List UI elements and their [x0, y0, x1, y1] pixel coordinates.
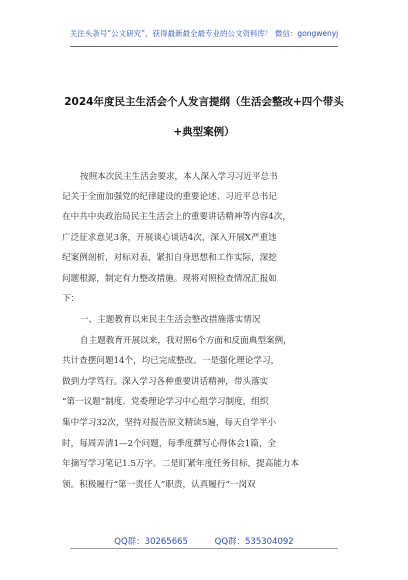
body-line: 在中共中央政治局民主生活会上的重要讲话精神等内容4次，: [62, 212, 291, 222]
body-line: 按照本次民主生活会要求，本人深入学习习近平总书: [80, 172, 278, 182]
body-line: 共计查摆问题14个，均已完成整改。一是强化理论学习，: [62, 356, 280, 366]
header-divider: [70, 46, 338, 47]
body-line: 纪案例剖析，对标对表，紧扣自身思想和工作实际，深挖: [62, 253, 277, 263]
footer-qq-group-1: QQ群：30265665: [114, 537, 188, 547]
footer-divider: [70, 548, 338, 549]
body-line: 下：: [62, 294, 80, 304]
document-title-line-2: +典型案例）: [173, 126, 235, 138]
body-line: 问题根源，制定有力整改措施。现将对照检查情况汇报如: [62, 274, 277, 284]
footer-contact: [0, 535, 408, 547]
header-note: 关注头条号“公文研究”，获得最新最全最专业的公文资料库！ 微信：gongwenyj: [69, 29, 339, 38]
body-line: 做到力学笃行。深入学习各种重要讲话精神，带头落实: [62, 377, 269, 387]
body-line: 时，每周弄清1—2个问题，每季度撰写心得体会1篇，全: [62, 439, 277, 449]
body-line: 年摘写学习笔记1.5万字。二是盯紧年度任务目标，提高能力本: [62, 459, 300, 469]
body-line: 领。积极履行“第一责任人”职责，认真履行“一岗双: [62, 480, 256, 490]
body-line: 记关于全面加强党的纪律建设的重要论述、习近平总书记: [62, 192, 277, 202]
section-heading: 一、主题教育以来民主生活会整改措施落实情况: [80, 315, 261, 325]
footer-qq-group-2: QQ群：535304092: [214, 537, 294, 547]
body-line: 广泛征求意见3条，开展谈心谈话4次，深入开展X严重违: [62, 233, 277, 243]
body-line: 集中学习32次，坚持对报告原文精读5遍，每天自学半小: [62, 418, 277, 428]
body-line: “第一议题”制度、党委理论学习中心组学习制度，组织: [62, 397, 269, 407]
body-line: 自主题教育开展以来，我对照6个方面和反面典型案例，: [80, 336, 292, 346]
document-title-line-1: 2024年度民主生活会个人发言提纲（生活会整改+四个带头: [64, 96, 344, 108]
